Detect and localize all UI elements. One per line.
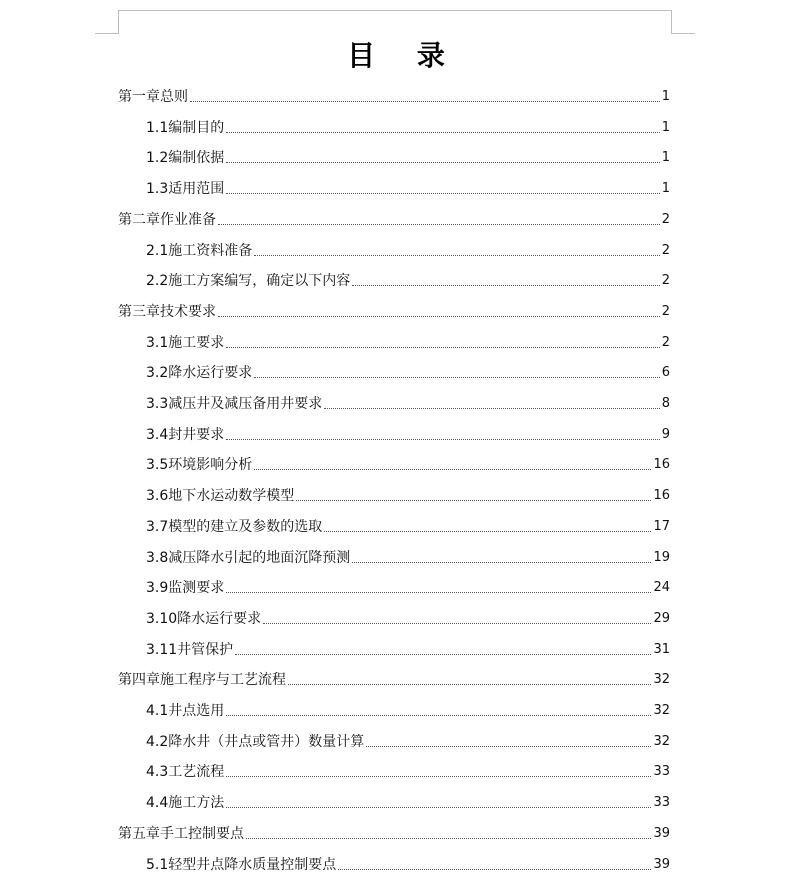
toc-chapter-entry[interactable] [118,821,670,843]
toc-page-number: 2 [661,304,670,319]
toc-entry-label: 4.3工艺流程 [146,764,225,780]
toc-page-number: 19 [653,550,670,565]
toc-entry-label: 1.3适用范围 [146,181,225,197]
toc-section-entry[interactable] [146,514,670,536]
toc-page-number: 17 [653,519,670,534]
toc-page-number: 2 [661,335,670,350]
toc-section-entry[interactable] [146,729,670,751]
toc-section-entry[interactable] [146,852,670,874]
toc-entry-label: 3.10降水运行要求 [146,611,262,627]
toc-section-entry[interactable] [146,360,670,382]
toc-entry-label: 2.1施工资料准备 [146,243,253,259]
toc-dot-leader [296,500,651,501]
toc-page-number: 1 [661,89,670,104]
toc-entry-label: 3.9监测要求 [146,580,225,596]
toc-section-entry[interactable] [146,545,670,567]
toc-page-number: 16 [653,488,670,503]
toc-entry-label: 3.3减压井及减压备用井要求 [146,396,323,412]
toc-section-entry[interactable] [146,422,670,444]
toc-page-number: 39 [653,826,670,841]
toc-dot-leader [226,776,651,777]
toc-dot-leader [254,255,659,256]
toc-page-number: 33 [653,764,670,779]
toc-entry-label: 第一章总则 [118,89,188,105]
toc-dot-leader [324,531,651,532]
toc-dot-leader [246,838,651,839]
toc-section-entry[interactable] [146,145,670,167]
toc-section-entry[interactable] [146,637,670,659]
toc-dot-leader [218,316,660,317]
toc-page-number: 16 [653,457,670,472]
toc-page-number: 8 [661,396,670,411]
toc-entry-label: 第三章技术要求 [118,304,216,320]
toc-entry-label: 3.5环境影响分析 [146,457,253,473]
toc-chapter-entry[interactable] [118,84,670,106]
toc-section-entry[interactable] [146,452,670,474]
toc-dot-leader [254,377,659,378]
toc-entry-label: 2.2施工方案编写，确定以下内容 [146,273,351,289]
toc-page-number: 32 [653,703,670,718]
toc-section-entry[interactable] [146,575,670,597]
toc-dot-leader [218,224,660,225]
toc-page-number: 1 [661,150,670,165]
toc-page-number: 32 [653,734,670,749]
toc-dot-leader [190,101,660,102]
toc-section-entry[interactable] [146,176,670,198]
toc-entry-label: 第五章手工控制要点 [118,826,244,842]
toc-entry-label: 3.6地下水运动数学模型 [146,488,295,504]
toc-entry-label: 3.7模型的建立及参数的选取 [146,519,323,535]
toc-entry-label: 第二章作业准备 [118,212,216,228]
toc-entry-label: 4.1井点选用 [146,703,225,719]
toc-dot-leader [352,285,659,286]
toc-entry-label: 3.11井管保护 [146,642,234,658]
toc-section-entry[interactable] [146,330,670,352]
toc-entry-label: 4.2降水井（井点或管井）数量计算 [146,734,365,750]
toc-dot-leader [226,162,659,163]
toc-dot-leader [235,654,651,655]
toc-section-entry[interactable] [146,268,670,290]
toc-section-entry[interactable] [146,759,670,781]
toc-section-entry[interactable] [146,483,670,505]
toc-page-number: 2 [661,212,670,227]
toc-section-entry[interactable] [146,391,670,413]
toc-entry-label: 3.1施工要求 [146,335,225,351]
toc-dot-leader [254,469,651,470]
toc-page-number: 32 [653,672,670,687]
toc-entry-label: 4.4施工方法 [146,795,225,811]
toc-page-number: 39 [653,857,670,872]
toc-section-entry[interactable] [146,115,670,137]
toc-page-number: 29 [653,611,670,626]
toc-entry-label: 1.2编制依据 [146,150,225,166]
toc-dot-leader [226,193,659,194]
toc-page-number: 2 [661,243,670,258]
toc-entry-label: 5.1轻型井点降水质量控制要点 [146,857,337,873]
toc-section-entry[interactable] [146,790,670,812]
toc-page-number: 31 [653,642,670,657]
toc-dot-leader [226,807,651,808]
toc-section-entry[interactable] [146,238,670,260]
toc-chapter-entry[interactable] [118,299,670,321]
toc-dot-leader [226,347,659,348]
toc-entry-label: 1.1编制目的 [146,120,225,136]
toc-page-number: 9 [661,427,670,442]
document-title: 目 录 [347,39,461,72]
toc-chapter-entry[interactable] [118,207,670,229]
toc-entry-label: 第四章施工程序与工艺流程 [118,672,286,688]
toc-page-number: 1 [661,181,670,196]
toc-dot-leader [226,439,659,440]
toc-page-number: 6 [661,365,670,380]
toc-dot-leader [226,592,651,593]
toc-dot-leader [352,562,651,563]
toc-section-entry[interactable] [146,698,670,720]
toc-dot-leader [263,623,651,624]
toc-dot-leader [226,132,659,133]
toc-page-number: 24 [653,580,670,595]
toc-dot-leader [288,684,651,685]
toc-dot-leader [226,715,651,716]
toc-page-number: 1 [661,120,670,135]
toc-chapter-entry[interactable] [118,667,670,689]
toc-page-number: 2 [661,273,670,288]
toc-entry-label: 3.4封井要求 [146,427,225,443]
toc-dot-leader [338,869,651,870]
toc-entry-label: 3.8减压降水引起的地面沉降预测 [146,550,351,566]
toc-entry-label: 3.2降水运行要求 [146,365,253,381]
toc-dot-leader [324,408,659,409]
toc-page-number: 33 [653,795,670,810]
toc-dot-leader [366,746,651,747]
toc-section-entry[interactable] [146,606,670,628]
